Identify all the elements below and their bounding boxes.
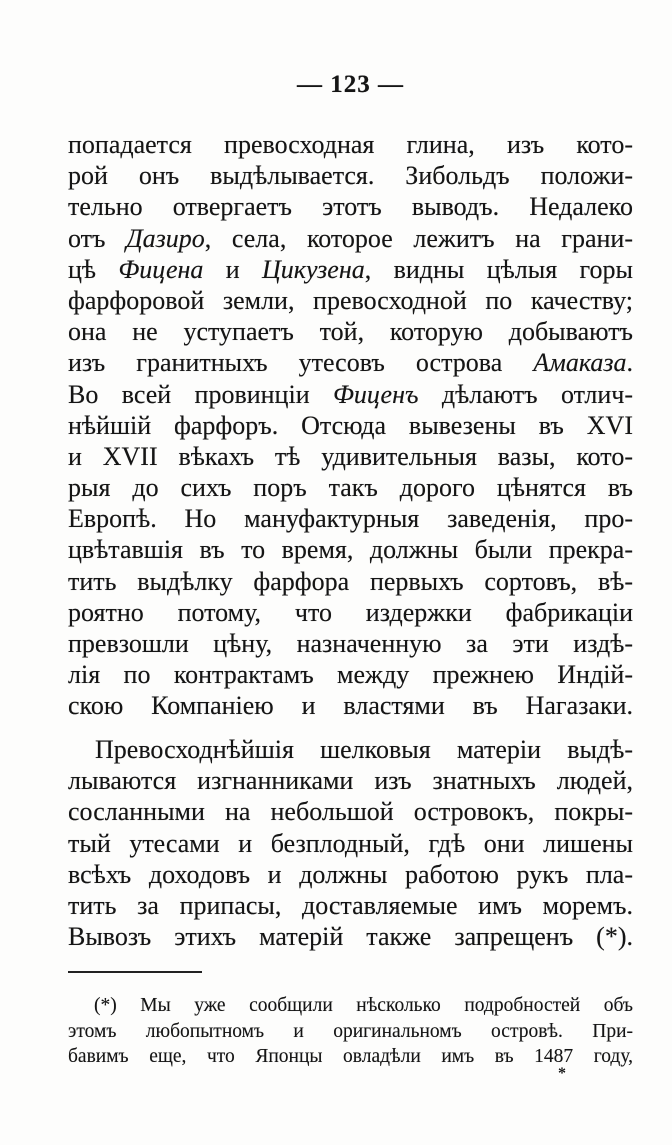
- text-segment: отъ: [68, 223, 127, 253]
- footnote-line: бавимъ еще, что Японцы овладѣли имъ въ 1487 году,: [68, 1046, 633, 1067]
- text-line: тельно отвергаетъ этотъ выводъ. Недалеко: [68, 192, 633, 222]
- text-line: [68, 347, 633, 378]
- text-line: тить за припасы, доставляемые имъ моремъ.: [68, 890, 633, 920]
- text-line: тый утесами и безплодный, гдѣ они лишены: [68, 828, 633, 858]
- text-segment: цѣ: [68, 254, 119, 284]
- text-segment: .: [626, 348, 633, 378]
- text-line: [68, 254, 633, 285]
- paragraph-2: [68, 734, 633, 952]
- page-number: — 123 —: [297, 71, 404, 98]
- italic-place-name: Фицена: [118, 254, 204, 284]
- text-line: сосланными на небольшой островокъ, покры-: [68, 797, 633, 827]
- text-line: и XVII вѣкахъ тѣ удивительныя вазы, кото-: [68, 441, 633, 471]
- text-line: попадается превосходная глина, изъ кото-: [68, 130, 633, 159]
- text-line: рой онъ выдѣлывается. Зибольдъ положи-: [68, 161, 633, 191]
- paragraph-1: [68, 129, 633, 722]
- text-segment: , села, которое лежитъ на грани-: [204, 223, 633, 253]
- text-line: [68, 223, 633, 254]
- italic-place-name: Фиценъ: [332, 379, 419, 409]
- italic-place-name: Цикузена: [262, 254, 365, 284]
- text-line: тить выдѣлку фарфора первыхъ сортовъ, вѣ-: [68, 566, 633, 596]
- text-line: Вывозъ этихъ матерій также запрещенъ (*).: [68, 922, 633, 952]
- text-line: рыя до сихъ поръ такъ дорого цѣнятся въ: [68, 473, 633, 503]
- text-line: роятно потому, что издержки фабрикаціи: [68, 597, 633, 627]
- text-line: нѣйшій фарфоръ. Отсюда вывезены въ XVI: [68, 410, 633, 440]
- text-line: всѣхъ доходовъ и должны работою рукъ пла-: [68, 859, 633, 889]
- signature-mark: *: [558, 1065, 566, 1082]
- italic-place-name: Амаказа: [533, 348, 627, 378]
- text-line: [68, 379, 633, 410]
- text-line: фарфоровой земли, превосходной по качеству;: [68, 285, 633, 315]
- text-line: скою Компаніею и властями въ Нагазаки.: [68, 691, 633, 721]
- text-segment: Во всей провинціи: [68, 379, 333, 409]
- italic-place-name: Дазиро: [126, 223, 205, 253]
- text-segment: и: [203, 254, 263, 284]
- footnote: [68, 993, 633, 1070]
- footnote-line: этомъ любопытномъ и оригинальномъ островѣ. При-: [68, 1020, 633, 1042]
- text-line: Превосходнѣйшія шелковыя матеріи выдѣ-: [95, 735, 633, 764]
- text-line: она не уступаетъ той, которую добываютъ: [68, 317, 633, 347]
- text-line: цвѣтавшія въ то время, должны были прекра-: [68, 535, 633, 565]
- footnote-line: (*) Мы уже сообщили нѣсколько подробностей объ: [94, 995, 633, 1016]
- text-segment: изъ гранитныхъ утесовъ острова: [68, 348, 534, 378]
- text-segment: дѣлаютъ отлич-: [418, 379, 633, 409]
- text-line: лія по контрактамъ между прежнею Индій-: [68, 660, 633, 690]
- text-segment: , видны цѣлыя горы: [364, 254, 634, 284]
- text-line: превзошли цѣну, назначенную за эти издѣ-: [68, 629, 633, 658]
- text-line: лываются изгнанниками изъ знатныхъ людей,: [68, 766, 633, 796]
- text-line: Европѣ. Но мануфактурныя заведенія, про-: [68, 504, 633, 534]
- footnote-separator: [68, 971, 202, 973]
